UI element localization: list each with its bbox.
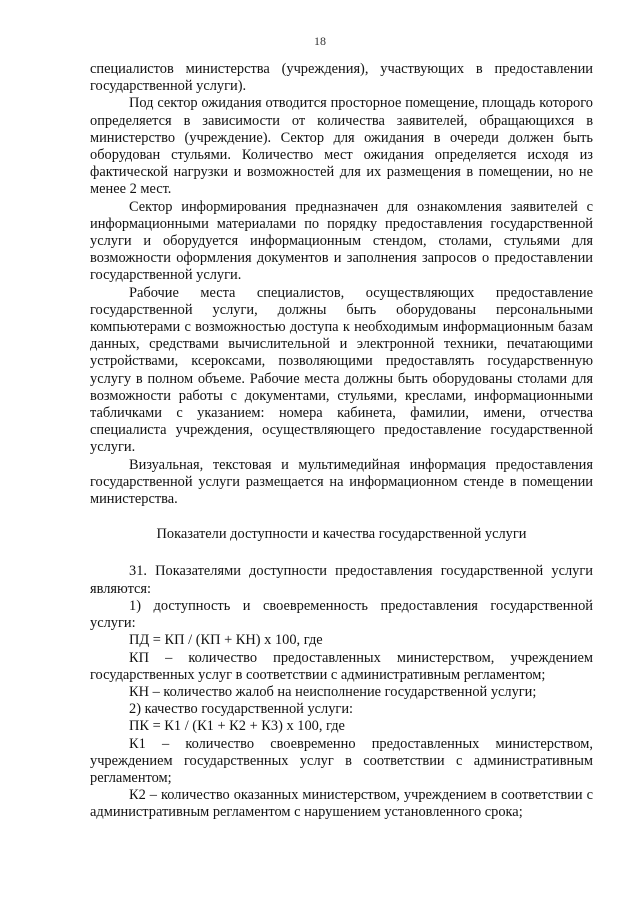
clause-31: 31. Показателями доступности предоставления государственной услуги являются:	[90, 563, 593, 597]
indicator-quality: 2) качество государственной услуги:	[129, 701, 354, 718]
spacer	[90, 543, 593, 563]
document-body	[90, 61, 593, 822]
definition-k1: К1 – количество своевременно предоставленных министерством, учреждением государственных услуг в соответствии с административным регламентом;	[90, 735, 593, 786]
definition-kn: КН – количество жалоб на неисполнение государственной услуги;	[129, 683, 537, 700]
section-heading: Показатели доступности и качества государственной услуги	[156, 526, 527, 543]
formula-pd: ПД = КП / (КП + КН) х 100, где	[129, 632, 323, 649]
spacer	[90, 508, 593, 526]
paragraph-waiting-sector: Под сектор ожидания отводится просторное помещение, площадь которого определяется в зависимости от количества заявителей, обращающихся в министерство (учреждение). Сектор для ожидания в очереди должен быть оборудован стульями. Количество мест ожидания определяется исходя из фактической нагрузки и возможностей для их размещения в помещении, но не менее 2 мест.	[90, 95, 593, 198]
definition-k2: К2 – количество оказанных министерством, учреждением в соответствии с административным регламентом с нарушением установленного срока;	[90, 787, 593, 821]
page-number: 18	[314, 34, 326, 48]
definition-kp: КП – количество предоставленных министерством, учреждением государственных услуг в соответствии с административным регламентом;	[90, 649, 593, 683]
paragraph-information-sector: Сектор информирования предназначен для ознакомления заявителей с информационными материалами по порядку предоставления государственной услуги и оборудуется информационным стендом, столами, стульями для возможности оформления документов и заполнения запросов о предоставлении государственной услуги.	[90, 198, 593, 284]
paragraph-visual-information: Визуальная, текстовая и мультимедийная информация предоставления государственной услуги размещается на информационном стенде в помещении министерства.	[90, 456, 593, 508]
paragraph-workplaces: Рабочие места специалистов, осуществляющих предоставление государственной услуги, должны быть оборудованы персональными компьютерами с возможностью доступа к необходимым информационным базам данных, средствами вычислительной и электронной техники, печатающими устройствами, ксероксами, позволяющими предоставлять государственную услугу в полном объеме. Рабочие места должны быть оборудованы столами для возможности работы с документами, стульями, креслами, информационными табличками с указанием: номера кабинета, фамилии, имени, отчества специалиста учреждения, осуществляющего предоставление государственной услуги.	[90, 284, 593, 456]
formula-pk: ПК = К1 / (К1 + К2 + К3) х 100, где	[129, 718, 345, 735]
paragraph-continuation: специалистов министерства (учреждения), участвующих в предоставлении государственной услуги).	[90, 61, 593, 95]
indicator-accessibility: 1) доступность и своевременность предоставления государственной услуги:	[90, 597, 593, 632]
